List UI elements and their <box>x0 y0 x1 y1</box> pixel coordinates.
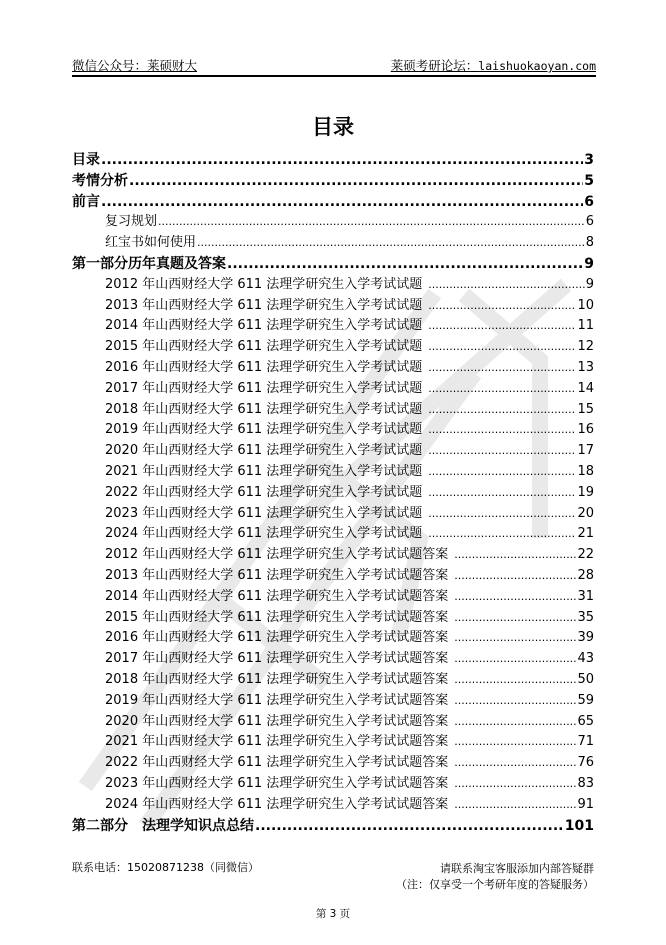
toc-entry-subsection[interactable] <box>72 649 594 670</box>
toc-entry-page-number: 59 <box>577 692 594 708</box>
toc-leader-dots <box>158 212 585 233</box>
toc-entry-page-number: 6 <box>585 214 594 230</box>
footer-note <box>396 861 594 893</box>
toc-entry-label: 2015 年山西财经大学 611 法理学研究生入学考试试题 <box>105 339 423 355</box>
toc-entry-page-number: 20 <box>577 505 594 521</box>
toc-leader-dots <box>227 254 583 275</box>
toc-entry-label: 2021 年山西财经大学 611 法理学研究生入学考试试题 <box>105 463 423 479</box>
toc-entry-subsection[interactable] <box>72 774 594 795</box>
toc-leader-dots <box>454 670 576 691</box>
toc-entry-page-number: 3 <box>584 152 594 168</box>
toc-entry-label: 2012 年山西财经大学 611 法理学研究生入学考试试题答案 <box>105 547 449 563</box>
toc-entry-subsection[interactable] <box>72 379 594 400</box>
toc-entry-page-number: 17 <box>577 443 594 459</box>
toc-entry-page-number: 22 <box>577 547 594 563</box>
toc-leader-dots <box>129 171 583 192</box>
toc-entry-section[interactable] <box>72 171 594 192</box>
toc-entry-subsection[interactable] <box>72 566 594 587</box>
toc-entry-label: 2013 年山西财经大学 611 法理学研究生入学考试试题答案 <box>105 567 449 583</box>
toc-leader-dots <box>454 691 576 712</box>
toc-leader-dots <box>454 753 576 774</box>
toc-entry-subsection[interactable] <box>72 628 594 649</box>
toc-entry-page-number: 76 <box>577 755 594 771</box>
wechat-account-label: 微信公众号：莱硕财大 <box>72 58 198 73</box>
toc-entry-subsection[interactable] <box>72 358 594 379</box>
toc-entry-label: 2020 年山西财经大学 611 法理学研究生入学考试试题 <box>105 443 423 459</box>
toc-entry-label: 2024 年山西财经大学 611 法理学研究生入学考试试题 <box>105 526 423 542</box>
toc-entry-subsection[interactable] <box>72 316 594 337</box>
toc-entry-page-number: 18 <box>577 463 594 479</box>
toc-entry-subsection[interactable] <box>72 732 594 753</box>
toc-entry-label: 2017 年山西财经大学 611 法理学研究生入学考试试题答案 <box>105 651 449 667</box>
forum-label: 莱硕考研论坛： <box>390 58 479 73</box>
toc-entry-label: 第一部分历年真题及答案 <box>72 255 226 272</box>
toc-entry-page-number: 91 <box>577 796 594 812</box>
toc-entry-page-number: 5 <box>584 172 594 189</box>
toc-leader-dots <box>454 732 576 753</box>
toc-entry-label: 2018 年山西财经大学 611 法理学研究生入学考试试题答案 <box>105 671 449 687</box>
toc-entry-label: 2014 年山西财经大学 611 法理学研究生入学考试试题答案 <box>105 588 449 604</box>
toc-entry-subsection[interactable] <box>72 545 594 566</box>
toc-entry-label: 2024 年山西财经大学 611 法理学研究生入学考试试题答案 <box>105 796 449 812</box>
toc-leader-dots <box>428 358 576 379</box>
toc-entry-subsection[interactable] <box>72 233 594 254</box>
toc-entry-page-number: 13 <box>577 359 594 375</box>
toc-entry-label: 2023 年山西财经大学 611 法理学研究生入学考试试题答案 <box>105 775 449 791</box>
toc-entry-subsection[interactable] <box>72 462 594 483</box>
toc-entry-subsection[interactable] <box>72 524 594 545</box>
toc-entry-page-number: 50 <box>577 671 594 687</box>
toc-entry-page-number: 19 <box>577 484 594 500</box>
toc-title: 目录 <box>312 115 354 139</box>
toc-entry-subsection[interactable] <box>72 670 594 691</box>
toc-entry-subsection[interactable] <box>72 275 594 296</box>
toc-entry-label: 2020 年山西财经大学 611 法理学研究生入学考试试题答案 <box>105 713 449 729</box>
toc-entry-label: 2021 年山西财经大学 611 法理学研究生入学考试试题答案 <box>105 734 449 750</box>
toc-leader-dots <box>454 566 576 587</box>
qa-service-note: （注：仅享受一个考研年度的答疑服务） <box>396 878 594 891</box>
toc-entry-subsection[interactable] <box>72 337 594 358</box>
toc-entry-section[interactable] <box>72 816 594 837</box>
table-of-contents <box>72 150 594 836</box>
toc-entry-subsection[interactable] <box>72 400 594 421</box>
toc-leader-dots <box>101 150 583 171</box>
toc-entry-subsection[interactable] <box>72 691 594 712</box>
toc-leader-dots <box>428 379 576 400</box>
toc-entry-label: 2018 年山西财经大学 611 法理学研究生入学考试试题 <box>105 401 423 417</box>
toc-entry-subsection[interactable] <box>72 795 594 816</box>
toc-leader-dots <box>428 275 584 296</box>
forum-link[interactable] <box>391 57 596 75</box>
toc-entry-label: 2019 年山西财经大学 611 法理学研究生入学考试试题答案 <box>105 692 449 708</box>
toc-leader-dots <box>255 816 564 837</box>
toc-leader-dots <box>428 483 576 504</box>
toc-entry-page-number: 101 <box>564 817 594 834</box>
toc-entry-label: 红宝书如何使用 <box>105 235 197 251</box>
toc-leader-dots <box>454 649 576 670</box>
toc-leader-dots <box>454 608 576 629</box>
toc-entry-page-number: 43 <box>577 651 594 667</box>
toc-entry-label: 2022 年山西财经大学 611 法理学研究生入学考试试题 <box>105 484 423 500</box>
toc-leader-dots <box>428 337 576 358</box>
toc-leader-dots <box>454 712 576 733</box>
toc-leader-dots <box>428 504 576 525</box>
toc-entry-label: 2017 年山西财经大学 611 法理学研究生入学考试试题 <box>105 380 423 396</box>
toc-entry-section[interactable] <box>72 150 594 171</box>
toc-entry-subsection[interactable] <box>72 504 594 525</box>
toc-entry-page-number: 6 <box>584 193 594 210</box>
toc-entry-page-number: 16 <box>577 422 594 438</box>
toc-entry-page-number: 31 <box>577 588 594 604</box>
toc-entry-page-number: 10 <box>577 297 594 313</box>
toc-leader-dots <box>428 524 576 545</box>
toc-entry-page-number: 35 <box>577 609 594 625</box>
toc-entry-page-number: 28 <box>577 567 594 583</box>
toc-entry-page-number: 39 <box>577 630 594 646</box>
toc-leader-dots <box>428 441 576 462</box>
toc-entry-label: 2016 年山西财经大学 611 法理学研究生入学考试试题 <box>105 359 423 375</box>
toc-leader-dots <box>454 628 576 649</box>
page-header <box>72 57 596 77</box>
toc-leader-dots <box>454 774 576 795</box>
toc-entry-subsection[interactable] <box>72 420 594 441</box>
toc-entry-page-number: 11 <box>577 318 594 334</box>
toc-entry-subsection[interactable] <box>72 712 594 733</box>
toc-entry-label: 2015 年山西财经大学 611 法理学研究生入学考试试题答案 <box>105 609 449 625</box>
toc-entry-page-number: 71 <box>577 734 594 750</box>
toc-leader-dots <box>454 587 576 608</box>
toc-entry-label: 2023 年山西财经大学 611 法理学研究生入学考试试题 <box>105 505 423 521</box>
toc-entry-page-number: 8 <box>585 235 594 251</box>
toc-entry-page-number: 83 <box>577 775 594 791</box>
toc-leader-dots <box>428 420 576 441</box>
toc-entry-label: 2019 年山西财经大学 611 法理学研究生入学考试试题 <box>105 422 423 438</box>
toc-leader-dots <box>428 296 576 317</box>
toc-leader-dots <box>454 545 576 566</box>
toc-entry-section[interactable] <box>72 254 594 275</box>
toc-entry-label: 2022 年山西财经大学 611 法理学研究生入学考试试题答案 <box>105 755 449 771</box>
toc-leader-dots <box>428 462 576 483</box>
contact-phone: 联系电话：15020871238（同微信） <box>72 861 259 874</box>
toc-entry-subsection[interactable] <box>72 587 594 608</box>
toc-entry-section[interactable] <box>72 192 594 213</box>
toc-entry-page-number: 9 <box>584 255 594 272</box>
toc-entry-subsection[interactable] <box>72 608 594 629</box>
qa-group-note: 请联系淘宝客服添加内部答疑群 <box>440 862 594 875</box>
toc-entry-page-number: 65 <box>577 713 594 729</box>
toc-leader-dots <box>197 233 585 254</box>
toc-entry-page-number: 14 <box>577 380 594 396</box>
toc-entry-subsection[interactable] <box>72 483 594 504</box>
toc-entry-label: 2013 年山西财经大学 611 法理学研究生入学考试试题 <box>105 297 423 313</box>
toc-entry-subsection[interactable] <box>72 753 594 774</box>
toc-entry-page-number: 9 <box>585 276 594 292</box>
toc-entry-page-number: 12 <box>577 339 594 355</box>
toc-entry-label: 复习规划 <box>105 214 158 230</box>
toc-entry-subsection[interactable] <box>72 212 594 233</box>
toc-entry-label: 2016 年山西财经大学 611 法理学研究生入学考试试题答案 <box>105 630 449 646</box>
toc-leader-dots <box>454 795 576 816</box>
toc-entry-subsection[interactable] <box>72 296 594 317</box>
toc-entry-label: 2012 年山西财经大学 611 法理学研究生入学考试试题 <box>105 276 423 292</box>
toc-entry-label: 第二部分 法理学知识点总结 <box>72 817 254 834</box>
toc-entry-label: 考情分析 <box>72 172 128 189</box>
toc-leader-dots <box>101 192 583 213</box>
toc-entry-subsection[interactable] <box>72 441 594 462</box>
forum-url[interactable]: laishuokaoyan.com <box>478 59 596 73</box>
toc-entry-label: 目录 <box>72 152 100 168</box>
toc-entry-page-number: 21 <box>577 526 594 542</box>
toc-leader-dots <box>428 316 576 337</box>
toc-entry-page-number: 15 <box>577 401 594 417</box>
toc-leader-dots <box>428 400 576 421</box>
toc-entry-label: 2014 年山西财经大学 611 法理学研究生入学考试试题 <box>105 318 423 334</box>
page-number: 第 3 页 <box>315 908 351 920</box>
toc-entry-label: 前言 <box>72 193 100 210</box>
